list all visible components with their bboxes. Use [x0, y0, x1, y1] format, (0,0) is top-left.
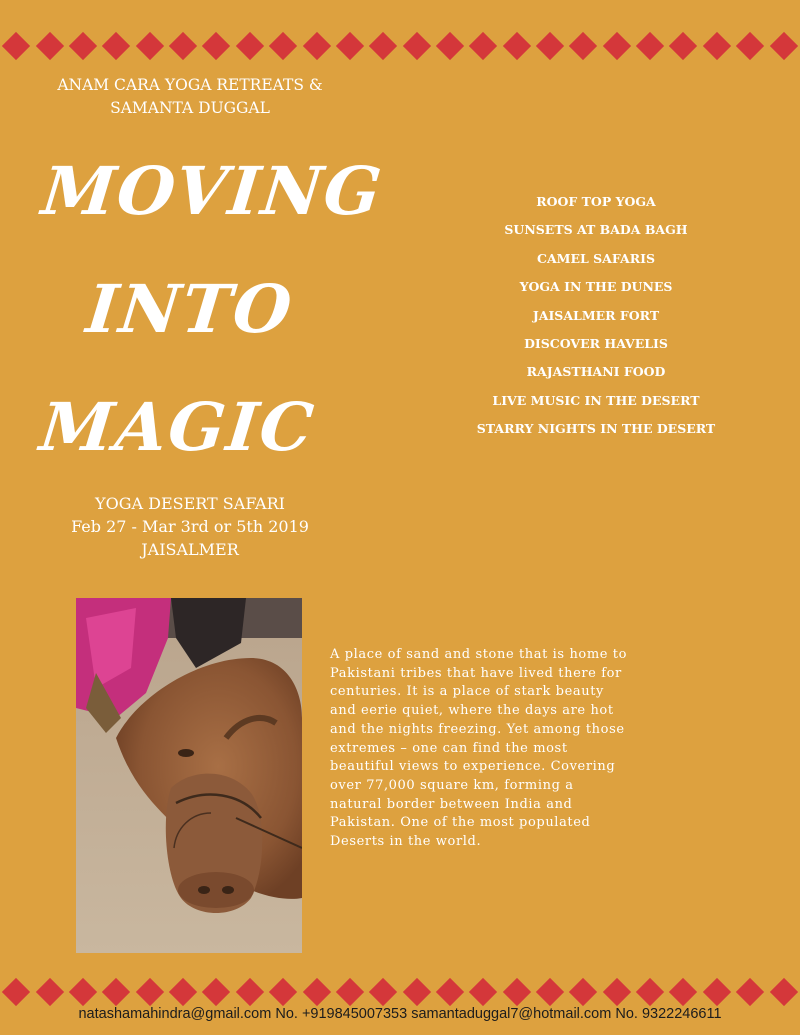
- activities-list: [460, 188, 732, 444]
- activity-item: YOGA IN THE DUNES: [519, 279, 673, 295]
- border-diamond: [536, 32, 564, 60]
- border-diamond: [402, 978, 430, 1006]
- border-diamond: [336, 978, 364, 1006]
- border-diamond: [169, 978, 197, 1006]
- border-diamond: [769, 978, 797, 1006]
- contact-info: natashamahindra@gmail.com No. +919845007353 samantaduggal7@hotmail.com No. 9322246611: [78, 1006, 722, 1022]
- organizer-heading: [40, 74, 340, 120]
- border-diamond: [636, 978, 664, 1006]
- border-diamond: [436, 978, 464, 1006]
- border-diamond: [636, 32, 664, 60]
- border-diamond: [102, 978, 130, 1006]
- border-diamond: [136, 978, 164, 1006]
- activity-item: SUNSETS AT BADA BAGH: [504, 222, 688, 238]
- border-diamond: [736, 978, 764, 1006]
- border-diamond: [369, 978, 397, 1006]
- border-diamond: [269, 978, 297, 1006]
- border-diamond: [302, 978, 330, 1006]
- top-diamond-border: [0, 26, 800, 66]
- border-diamond: [503, 32, 531, 60]
- border-diamond: [369, 32, 397, 60]
- border-diamond: [703, 978, 731, 1006]
- border-diamond: [202, 978, 230, 1006]
- activity-item: ROOF TOP YOGA: [536, 194, 656, 209]
- border-diamond: [402, 32, 430, 60]
- border-diamond: [603, 978, 631, 1006]
- activity-item: STARRY NIGHTS IN THE DESERT: [476, 421, 716, 437]
- border-diamond: [136, 32, 164, 60]
- border-diamond: [69, 978, 97, 1006]
- border-diamond: [569, 32, 597, 60]
- description-text: A place of sand and stone that is home to Pakistani tribes that have lived there for centuries. It is a place of stark beauty and eerie quiet, where the days are hot and the nights freezing. Yet among those extremes – one can find the most beautiful views to experience. Covering over 77,000 square km, forming a natural border between India and Pakistan. One of the most populated Deserts in the world.: [330, 647, 628, 850]
- activity-item: DISCOVER HAVELIS: [524, 336, 668, 352]
- page-title: [11, 132, 387, 486]
- event-location: JAISALMER: [141, 540, 239, 559]
- border-diamond: [269, 32, 297, 60]
- border-diamond: [669, 32, 697, 60]
- title-line-1: MOVING: [38, 152, 387, 230]
- border-diamond: [703, 32, 731, 60]
- title-line-2: INTO: [82, 270, 298, 348]
- border-diamond: [302, 32, 330, 60]
- title-line-3: MAGIC: [36, 388, 319, 466]
- border-diamond: [503, 978, 531, 1006]
- organizer-line-2: SAMANTA DUGGAL: [110, 99, 270, 117]
- border-diamond: [603, 32, 631, 60]
- event-dates: Feb 27 - Mar 3rd or 5th 2019: [71, 517, 309, 536]
- event-name: YOGA DESERT SAFARI: [95, 494, 285, 513]
- border-diamond: [536, 978, 564, 1006]
- border-diamond: [169, 32, 197, 60]
- activity-item: RAJASTHANI FOOD: [526, 364, 666, 380]
- border-diamond: [36, 978, 64, 1006]
- border-diamond: [336, 32, 364, 60]
- activity-item: CAMEL SAFARIS: [537, 250, 655, 266]
- border-diamond: [736, 32, 764, 60]
- border-diamond: [2, 978, 30, 1006]
- border-diamond: [236, 978, 264, 1006]
- border-diamond: [469, 32, 497, 60]
- camel-photo: [76, 598, 302, 953]
- border-diamond: [436, 32, 464, 60]
- event-info: [40, 492, 340, 561]
- border-diamond: [569, 978, 597, 1006]
- border-diamond: [769, 32, 797, 60]
- border-diamond: [36, 32, 64, 60]
- activity-item: LIVE MUSIC IN THE DESERT: [492, 392, 700, 408]
- border-diamond: [102, 32, 130, 60]
- organizer-line-1: ANAM CARA YOGA RETREATS &: [57, 76, 323, 94]
- border-diamond: [236, 32, 264, 60]
- activity-item: JAISALMER FORT: [532, 307, 660, 323]
- border-diamond: [2, 32, 30, 60]
- border-diamond: [669, 978, 697, 1006]
- border-diamond: [202, 32, 230, 60]
- border-diamond: [469, 978, 497, 1006]
- border-diamond: [69, 32, 97, 60]
